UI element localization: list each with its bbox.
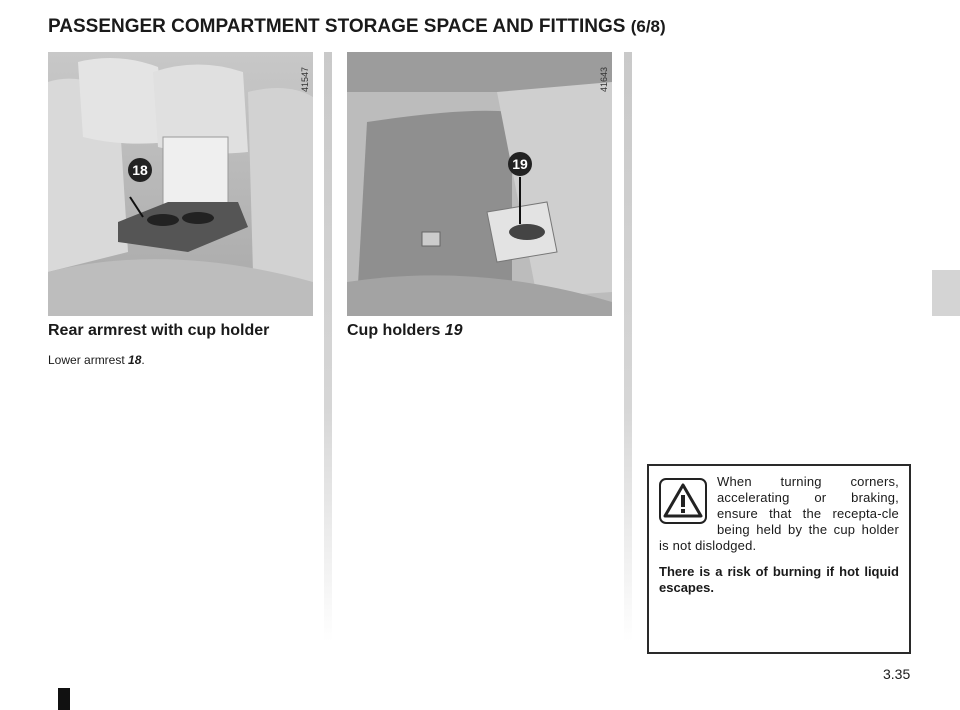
figure-number-41547: 41547 (300, 66, 310, 92)
warning-text: When turning corners, accelerating or braking, ensure that the recepta-cle being held by the cup holder is not dislodged. (659, 474, 899, 553)
warning-triangle-icon (659, 478, 707, 524)
callout-18: 18 (132, 162, 148, 178)
column-divider-right (624, 52, 632, 642)
page-number: 3.35 (883, 666, 911, 682)
warning-burn-risk: There is a risk of burning if hot liquid escapes. (659, 564, 899, 595)
page-title: PASSENGER COMPARTMENT STORAGE SPACE AND FITTINGS (6/8) (48, 16, 666, 37)
cup-holders-heading: Cup holders 19 (347, 322, 463, 339)
boot-cup-holder-photo (347, 52, 612, 316)
rear-armrest-instruction: Lower armrest 18. (48, 353, 145, 367)
column-divider-left (324, 52, 332, 642)
callout-19: 19 (512, 156, 528, 172)
warning-box (647, 464, 911, 654)
rear-armrest-photo (48, 52, 313, 316)
page-subtitle: (6/8) (630, 17, 666, 36)
figure-number-41643: 41643 (599, 66, 609, 92)
chapter-tab (932, 270, 960, 316)
page-corner-mark (58, 688, 70, 710)
rear-armrest-heading: Rear armrest with cup holder (48, 322, 270, 339)
